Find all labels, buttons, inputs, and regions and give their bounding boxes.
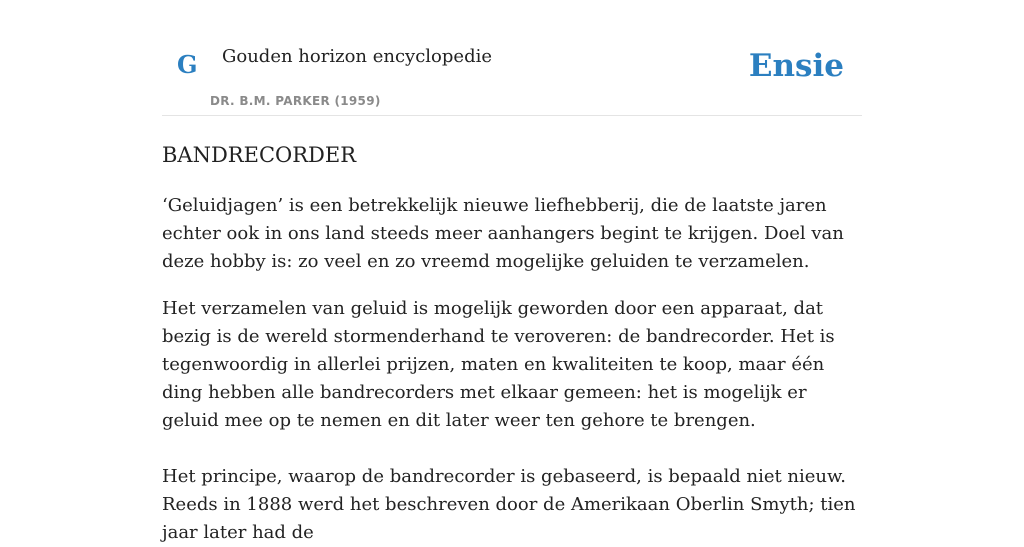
article-paragraph: Het verzamelen van geluid is mogelijk geworden door een apparaat, dat bezig is de wereld stormenderhand te veroveren: de bandrecorder. Het is tegenwoordig in allerlei prijzen, maten en kwaliteiten te koop, maar één ding hebben alle bandrecorders met elkaar gemeen: het is mogelijk er geluid mee op te nemen en dit later weer ten gehore te brengen. bbox=[162, 298, 835, 431]
article-paragraph: Het principe, waarop de bandrecorder is gebaseerd, is bepaald niet nieuw. Reeds in 1888 werd het beschreven door de Amerikaan Oberlin Smyth; tien jaar later had de bbox=[162, 466, 856, 543]
article-body bbox=[162, 192, 862, 547]
ensie-logo-link[interactable]: Ensie bbox=[748, 48, 844, 84]
article-paragraph: ‘Geluidjagen’ is een betrekkelijk nieuwe liefhebberij, die de laatste jaren echter ook in ons land steeds meer aanhangers begint te krijgen. Doel van deze hobby is: zo veel en zo vreemd mogelijke geluiden te verzamelen. bbox=[162, 195, 844, 272]
book-author: DR. B.M. PARKER (1959) bbox=[210, 94, 381, 108]
book-title: Gouden horizon encyclopedie bbox=[222, 46, 492, 67]
book-logo-link[interactable]: G bbox=[177, 50, 198, 79]
book-header bbox=[162, 0, 862, 116]
content-column bbox=[162, 0, 862, 543]
article-title: BANDRECORDER bbox=[162, 143, 357, 167]
